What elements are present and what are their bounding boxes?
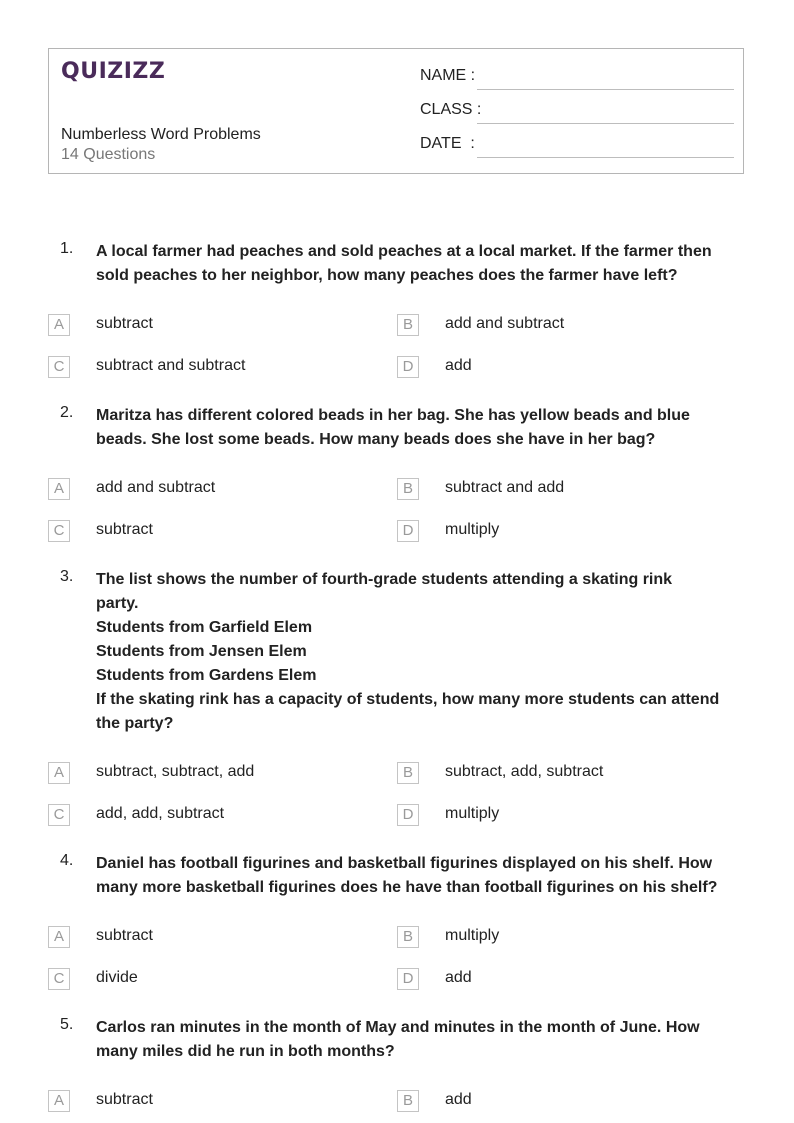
- question-text: [96, 1016, 750, 1064]
- option-letter-box: C: [48, 968, 70, 990]
- class-field[interactable]: [420, 101, 734, 125]
- date-line[interactable]: [477, 157, 734, 158]
- option-text: subtract: [96, 521, 153, 538]
- option-text: subtract, add, subtract: [445, 763, 604, 780]
- option-letter-box: B: [397, 926, 419, 948]
- option-text: divide: [96, 969, 138, 986]
- option-text: add and subtract: [445, 315, 565, 332]
- quizizz-logo: QUIZIZZ: [61, 59, 166, 84]
- option-letter-box: D: [397, 356, 419, 378]
- option-letter-box: C: [48, 356, 70, 378]
- question-line: If the skating rink has a capacity of students, how many more students can attend: [96, 691, 720, 708]
- question-number: 5.: [60, 1016, 74, 1033]
- question-text: [96, 404, 750, 452]
- question-line: Students from Garfield Elem: [96, 619, 313, 636]
- date-label: DATE :: [420, 135, 475, 152]
- option-text: subtract and subtract: [96, 357, 246, 374]
- option-letter-box: D: [397, 520, 419, 542]
- date-field[interactable]: [420, 135, 734, 159]
- question-line: sold peaches to her neighbor, how many peaches does the farmer have left?: [96, 267, 678, 284]
- option-text: subtract: [96, 927, 153, 944]
- class-label: CLASS :: [420, 101, 482, 118]
- worksheet-header: [48, 48, 744, 174]
- option-text: subtract: [96, 315, 153, 332]
- option-letter-box: D: [397, 804, 419, 826]
- option-letter-box: B: [397, 314, 419, 336]
- option-letter-box: B: [397, 478, 419, 500]
- question-line: beads. She lost some beads. How many beads does she have in her bag?: [96, 431, 656, 448]
- question-number: 1.: [60, 240, 74, 257]
- name-label: NAME :: [420, 67, 476, 84]
- option-letter-box: C: [48, 520, 70, 542]
- option-letter-box: A: [48, 314, 70, 336]
- question-line: Students from Gardens Elem: [96, 667, 317, 684]
- option-letter-box: D: [397, 968, 419, 990]
- class-line[interactable]: [477, 123, 734, 124]
- question-number: 4.: [60, 852, 74, 869]
- name-field[interactable]: [420, 67, 734, 91]
- option-text: subtract, subtract, add: [96, 763, 255, 780]
- option-text: add and subtract: [96, 479, 216, 496]
- option-text: multiply: [445, 521, 500, 538]
- question-line: Students from Jensen Elem: [96, 643, 307, 660]
- question-text: [96, 568, 750, 736]
- option-letter-box: B: [397, 1090, 419, 1112]
- worksheet-title: Numberless Word Problems: [61, 126, 261, 143]
- option-text: add: [445, 357, 472, 374]
- question-text: [96, 852, 750, 900]
- option-text: subtract and add: [445, 479, 565, 496]
- option-letter-box: A: [48, 926, 70, 948]
- option-letter-box: A: [48, 762, 70, 784]
- question-line: the party?: [96, 715, 174, 732]
- question-text: [96, 240, 750, 288]
- question-count: 14 Questions: [61, 146, 156, 163]
- option-letter-box: C: [48, 804, 70, 826]
- option-letter-box: A: [48, 1090, 70, 1112]
- question-line: A local farmer had peaches and sold peaches at a local market. If the farmer then: [96, 243, 712, 260]
- question-line: many miles did he run in both months?: [96, 1043, 395, 1060]
- name-line[interactable]: [477, 89, 734, 90]
- question-line: Maritza has different colored beads in her bag. She has yellow beads and blue: [96, 407, 690, 424]
- option-text: multiply: [445, 805, 500, 822]
- question-line: Carlos ran minutes in the month of May and minutes in the month of June. How: [96, 1019, 700, 1036]
- option-text: add, add, subtract: [96, 805, 225, 822]
- question-number: 3.: [60, 568, 74, 585]
- option-letter-box: B: [397, 762, 419, 784]
- option-text: add: [445, 969, 472, 986]
- option-letter-box: A: [48, 478, 70, 500]
- question-line: Daniel has football figurines and basketball figurines displayed on his shelf. How: [96, 855, 713, 872]
- question-number: 2.: [60, 404, 74, 421]
- question-line: many more basketball figurines does he have than football figurines on his shelf?: [96, 879, 718, 896]
- question-line: party.: [96, 595, 139, 612]
- option-text: subtract: [96, 1091, 153, 1108]
- question-line: The list shows the number of fourth-grade students attending a skating rink: [96, 571, 673, 588]
- option-text: add: [445, 1091, 472, 1108]
- option-text: multiply: [445, 927, 500, 944]
